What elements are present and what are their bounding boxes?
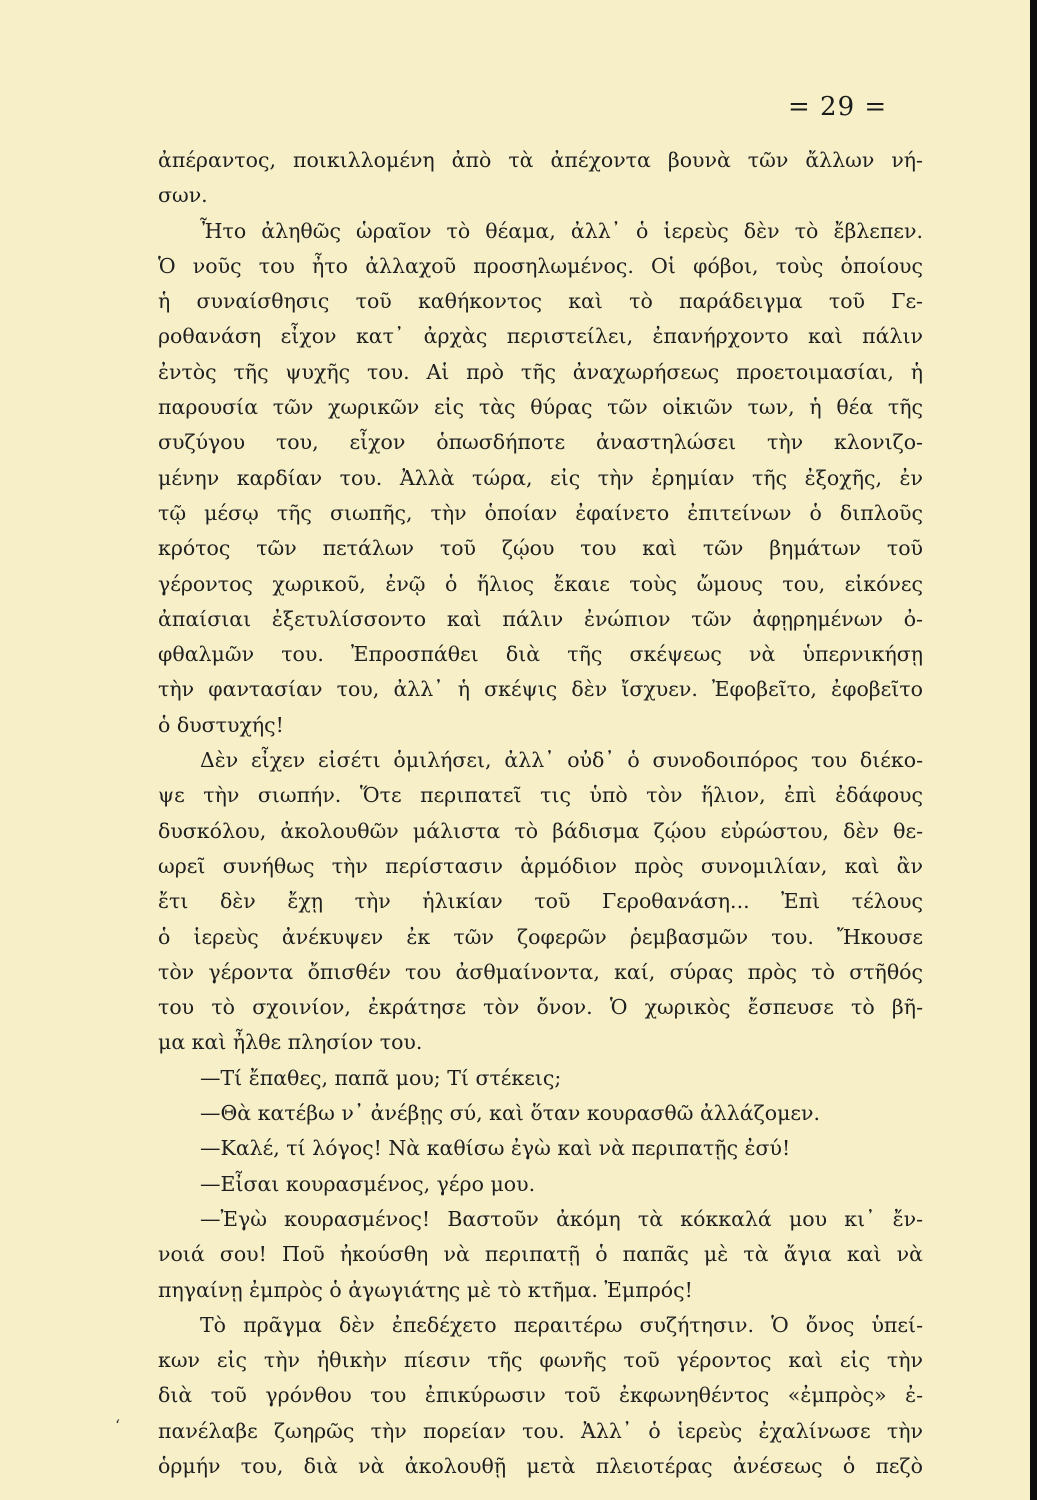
text-line: Τὸ πρᾶγμα δὲν ἐπεδέχετο περαιτέρω συζήτησιν. Ὁ ὄνος ὑπεί- [200, 1312, 923, 1337]
text-line: ἡ συναίσθησις τοῦ καθήκοντος καὶ τὸ παράδειγμα τοῦ Γε- [158, 289, 923, 314]
text-line: σων. [158, 183, 208, 208]
margin-mark: ʻ [115, 1416, 121, 1435]
text-line: ἔτι δὲν ἔχῃ τὴν ἡλικίαν τοῦ Γεροθανάση... Ἐπὶ τέλους [158, 889, 923, 914]
text-line: μένην καρδίαν του. Ἀλλὰ τώρα, εἰς τὴν ἐρημίαν τῆς ἐξοχῆς, ἐν [158, 465, 923, 490]
text-line: ἀπαίσιαι ἐξετυλίσσοντο καὶ πάλιν ἐνώπιον τῶν ἀφῃρημένων ὀ- [158, 606, 923, 631]
book-spine-edge [1030, 0, 1037, 1500]
dialogue-line: —Ἐγὼ κουρασμένος! Βαστοῦν ἀκόμη τὰ κόκκαλά μου κι᾽ ἔν- [200, 1206, 923, 1231]
text-line: ὁρμήν του, διὰ νὰ ἀκολουθῇ μετὰ πλειοτέρας ἀνέσεως ὁ πεζὸ [158, 1453, 923, 1478]
text-line: ὁ δυστυχής! [158, 712, 284, 737]
page-number: = 29 = [788, 92, 888, 122]
text-line: ωρεῖ συνήθως τὴν περίστασιν ἁρμόδιον πρὸς συνομιλίαν, καὶ ἂν [158, 853, 923, 878]
text-line: παρουσία τῶν χωρικῶν εἰς τὰς θύρας τῶν οἰκιῶν των, ἡ θέα τῆς [158, 395, 923, 420]
text-line: συζύγου του, εἶχον ὁπωσδήποτε ἀναστηλώσει τὴν κλονιζο- [158, 430, 923, 455]
text-line: κων εἰς τὴν ἠθικὴν πίεσιν τῆς φωνῆς τοῦ γέροντος καὶ εἰς τὴν [158, 1348, 923, 1373]
text-line: δυσκόλου, ἀκολουθῶν μάλιστα τὸ βάδισμα ζῴου εὐρώστου, δὲν θε- [158, 818, 923, 843]
text-line: ἐντὸς τῆς ψυχῆς του. Αἱ πρὸ τῆς ἀναχωρήσεως προετοιμασίαι, ἡ [158, 359, 923, 384]
text-line: τὸν γέροντα ὄπισθέν του ἀσθμαίνοντα, καί, σύρας πρὸς τὸ στῆθός [158, 959, 923, 984]
text-line: πανέλαβε ζωηρῶς τὴν πορείαν του. Ἀλλ᾽ ὁ ἱερεὺς ἐχαλίνωσε τὴν [158, 1418, 923, 1443]
text-line: φθαλμῶν του. Ἐπροσπάθει διὰ τῆς σκέψεως νὰ ὑπερνικήσῃ [158, 642, 923, 667]
text-line: νοιά σου! Ποῦ ἠκούσθη νὰ περιπατῇ ὁ παπᾶς μὲ τὰ ἄγια καὶ νὰ [158, 1242, 923, 1267]
dialogue-line: —Καλέ, τί λόγος! Νὰ καθίσω ἐγὼ καὶ νὰ περιπατῇς ἐσύ! [200, 1136, 791, 1161]
text-line: μα καὶ ἦλθε πλησίον του. [158, 1030, 423, 1055]
text-line: διὰ τοῦ γρόνθου του ἐπικύρωσιν τοῦ ἐκφωνηθέντος «ἐμπρὸς» ἐ- [158, 1383, 923, 1408]
text-line: γέροντος χωρικοῦ, ἐνῷ ὁ ἥλιος ἔκαιε τοὺς ὤμους του, εἰκόνες [158, 571, 923, 596]
text-line: του τὸ σχοινίον, ἐκράτησε τὸν ὄνον. Ὁ χωρικὸς ἔσπευσε τὸ βῆ- [158, 995, 923, 1020]
dialogue-line: —Θὰ κατέβω ν᾽ ἀνέβῃς σύ, καὶ ὅταν κουρασθῶ ἀλλάζομεν. [200, 1101, 820, 1126]
text-line: κρότος τῶν πετάλων τοῦ ζῴου του καὶ τῶν βημάτων τοῦ [158, 536, 923, 561]
text-line: ροθανάση εἶχον κατ᾽ ἀρχὰς περιστείλει, ἐπανήρχοντο καὶ πάλιν [158, 324, 923, 349]
text-line: Δὲν εἶχεν εἰσέτι ὁμιλήσει, ἀλλ᾽ οὐδ᾽ ὁ συνοδοιπόρος του διέκο- [200, 748, 923, 773]
text-line: ψε τὴν σιωπήν. Ὅτε περιπατεῖ τις ὑπὸ τὸν ἥλιον, ἐπὶ ἐδάφους [158, 783, 923, 808]
text-line: Ὁ νοῦς του ἦτο ἀλλαχοῦ προσηλωμένος. Οἱ φόβοι, τοὺς ὁποίους [158, 253, 923, 278]
text-line: ἀπέραντος, ποικιλλομένη ἀπὸ τὰ ἀπέχοντα βουνὰ τῶν ἄλλων νή- [158, 148, 923, 172]
dialogue-line: —Τί ἔπαθες, παπᾶ μου; Τί στέκεις; [200, 1065, 562, 1090]
body-text [158, 143, 923, 1484]
dialogue-line: —Εἶσαι κουρασμένος, γέρο μου. [200, 1171, 536, 1196]
text-line: ὁ ἱερεὺς ἀνέκυψεν ἐκ τῶν ζοφερῶν ῥεμβασμῶν του. Ἤκουσε [158, 924, 923, 949]
text-line: πηγαίνῃ ἐμπρὸς ὁ ἀγωγιάτης μὲ τὸ κτῆμα. Ἐμπρός! [158, 1277, 693, 1302]
text-line: τῷ μέσῳ τῆς σιωπῆς, τὴν ὁποίαν ἐφαίνετο ἐπιτείνων ὁ διπλοῦς [158, 500, 923, 525]
text-line: τὴν φαντασίαν του, ἀλλ᾽ ἡ σκέψις δὲν ἴσχυεν. Ἐφοβεῖτο, ἐφοβεῖτο [158, 677, 923, 702]
text-line: Ἦτο ἀληθῶς ὡραῖον τὸ θέαμα, ἀλλ᾽ ὁ ἱερεὺς δὲν τὸ ἔβλεπεν. [200, 218, 923, 243]
